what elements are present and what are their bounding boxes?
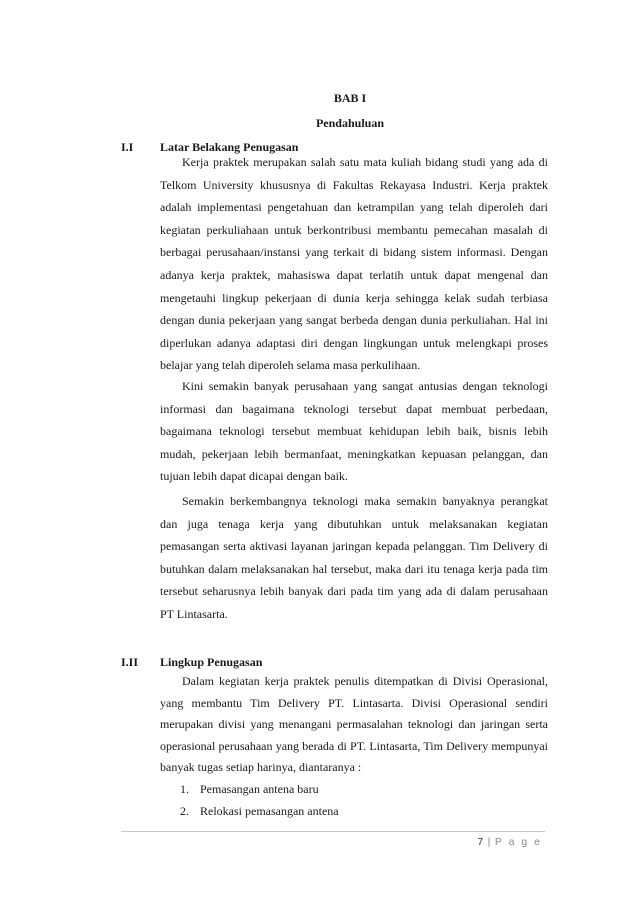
page-footer — [477, 836, 542, 848]
list-item-number: 1. — [180, 782, 189, 796]
list-item — [180, 778, 339, 800]
section-title: Latar Belakang Penugasan — [160, 140, 299, 154]
list-item-text: Relokasi pemasangan antena — [200, 804, 339, 818]
list-item — [180, 800, 339, 822]
section-title: Lingkup Penugasan — [160, 655, 263, 669]
paragraph: Semakin berkembangnya teknologi maka semakin banyaknya perangkat dan juga tenaga kerja yang dibutuhkan untuk melaksanakan kegiatan pemasangan serta aktivasi layanan jaringan kepada pelanggan. Tim Delivery di butuhkan dalam melaksanakan hal tersebut, maka dari itu tenaga kerja pada tim tersebut seharusnya lebih banyak dari pada tim yang ada di dalam perusahaan PT Lintasarta. — [160, 494, 548, 621]
task-list — [180, 778, 339, 822]
section-number: I.II — [121, 655, 139, 669]
page-word: P a g e — [494, 836, 542, 848]
list-item-text: Pemasangan antena baru — [200, 782, 319, 796]
page-number: 7 — [477, 836, 484, 848]
paragraph: Dalam kegiatan kerja praktek penulis ditempatkan di Divisi Operasional, yang membantu Tim Delivery PT. Lintasarta. Divisi Operasional sendiri merupakan divisi yang menangani permasalahan teknologi dan jaringan serta operasional perusahaan yang berada di PT. Lintasarta, Tim Delivery mempunyai banyak tugas setiap harinya, diantaranya : — [160, 674, 548, 775]
list-item-number: 2. — [180, 804, 189, 818]
chapter-label: BAB I — [333, 91, 367, 105]
chapter-title: Pendahuluan — [315, 116, 385, 130]
footer-separator: | — [487, 836, 491, 848]
paragraph: Kerja praktek merupakan salah satu mata kuliah bidang studi yang ada di Telkom University khususnya di Fakultas Rekayasa Industri. Kerja praktek adalah implementasi pengetahuan dan ketrampilan yang telah diperoleh dari kegiatan perkuliahaan untuk berkontribusi membantu pemecahan masalah di berbagai perusahaan/instansi yang terkait di bidang sistem informasi. Dengan adanya kerja praktek, mahasiswa dapat terlatih untuk dapat mengenal dan mengetauhi lingkup pekerjaan di dunia kerja sehingga kelak sudah terbiasa dengan dunia pekerjaan yang sangat berbeda dengan dunia perkuliahan. Hal ini diperlukan adanya adaptasi diri dengan lingkungan untuk melengkapi proses belajar yang telah diperoleh selama masa perkulihaan. — [160, 155, 548, 373]
footer-divider — [121, 831, 545, 832]
section-number: I.I — [121, 140, 134, 154]
paragraph: Kini semakin banyak perusahaan yang sangat antusias dengan teknologi informasi dan bagaimana teknologi tersebut dapat membuat perbedaan, bagaimana teknologi tersebut membuat kehidupan lebih baik, bisnis lebih mudah, pekerjaan lebih bermanfaat, meningkatkan kepuasan pelanggan, dan tujuan lebih dapat dicapai dengan baik. — [160, 379, 548, 484]
